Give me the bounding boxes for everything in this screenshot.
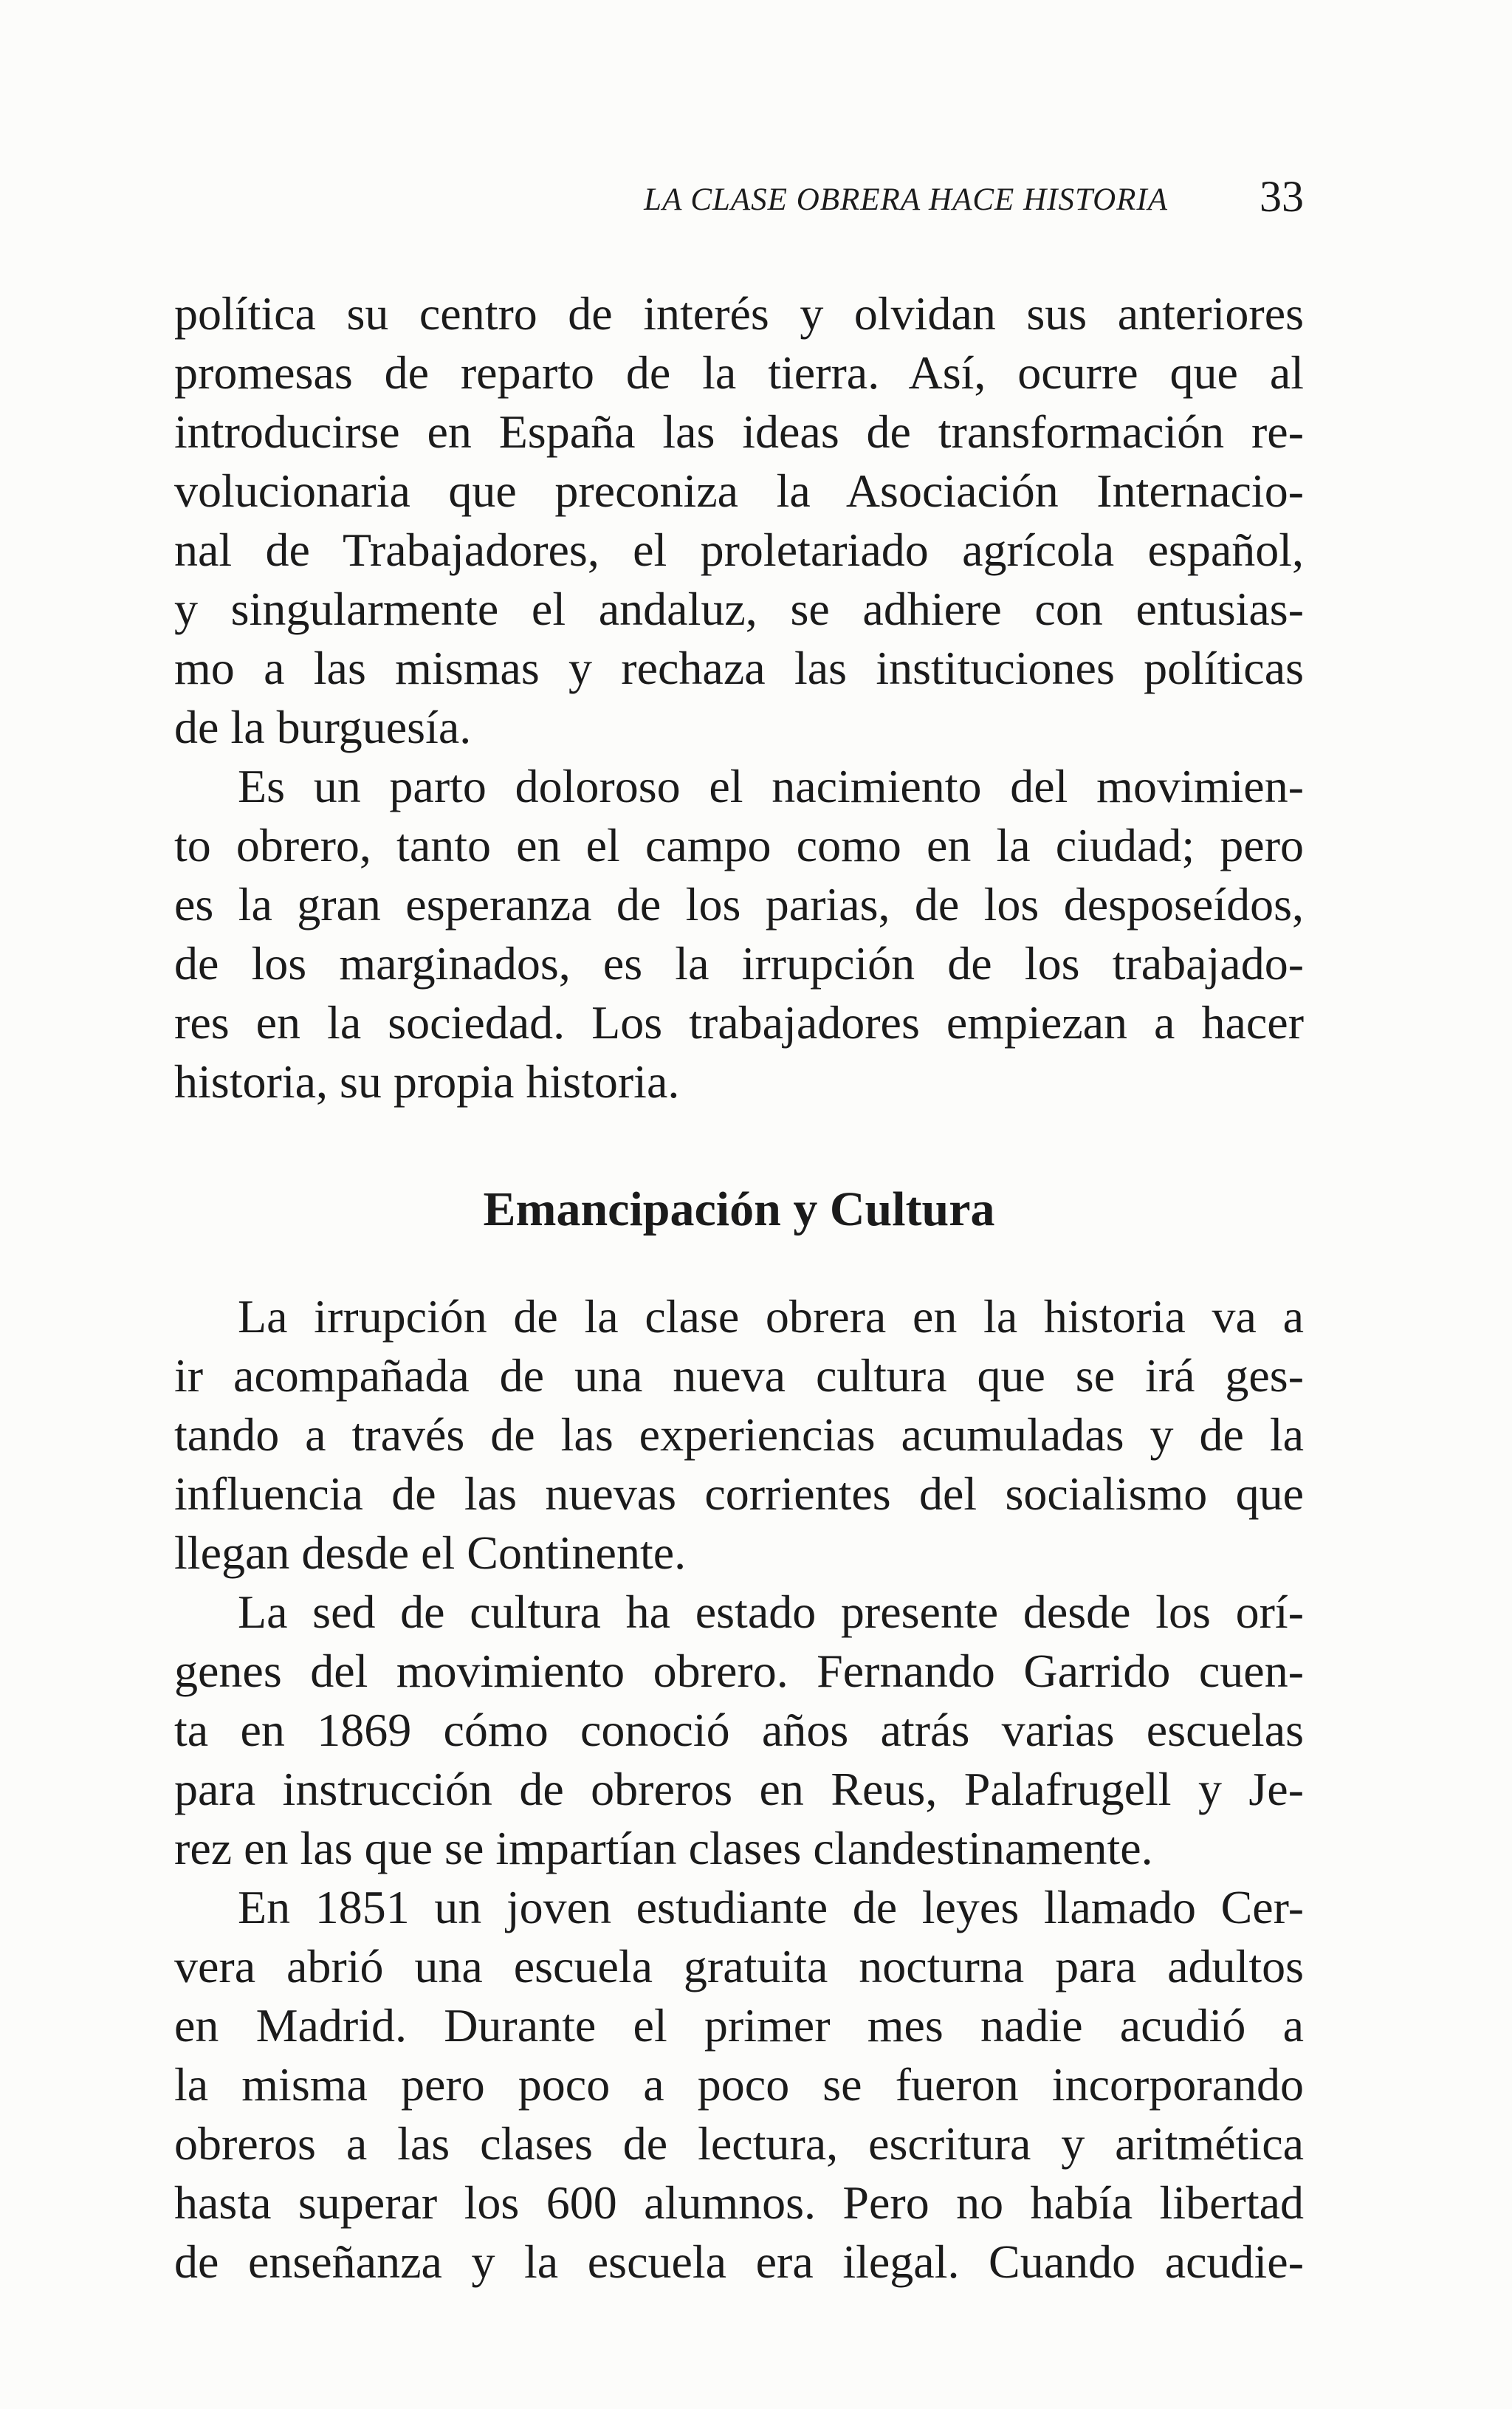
text-line: política su centro de interés y olvidan sus anteriores [174, 287, 1304, 340]
text-line: para instrucción de obreros en Reus, Palafrugell y Je- [174, 1763, 1304, 1815]
page-number: 33 [1260, 172, 1304, 221]
text-line: La sed de cultura ha estado presente desde los orí- [238, 1586, 1304, 1638]
text-line: obreros a las clases de lectura, escritura y aritmética [174, 2117, 1304, 2170]
text-line: mo a las mismas y rechaza las instituciones políticas [174, 642, 1304, 694]
text-line: historia, su propia historia. [174, 1055, 680, 1108]
text-line: nal de Trabajadores, el proletariado agrícola español, [174, 524, 1304, 576]
body-text-top [174, 284, 1304, 1111]
text-line: promesas de reparto de la tierra. Así, ocurre que al [174, 346, 1304, 399]
section-heading: Emancipación y Cultura [483, 1182, 995, 1236]
text-line: es la gran esperanza de los parias, de los desposeídos, [174, 878, 1304, 931]
text-line: vera abrió una escuela gratuita nocturna para adultos [174, 1940, 1304, 1992]
text-line: res en la sociedad. Los trabajadores empiezan a hacer [174, 996, 1304, 1049]
text-line: ir acompañada de una nueva cultura que se irá ges- [174, 1349, 1304, 1402]
text-line: de los marginados, es la irrupción de los trabajado- [174, 937, 1304, 990]
text-line: introducirse en España las ideas de transformación re- [174, 405, 1304, 458]
text-line: influencia de las nuevas corrientes del socialismo que [174, 1467, 1304, 1520]
body-text-bottom [174, 1287, 1304, 2292]
text-line: Es un parto doloroso el nacimiento del movimien- [238, 760, 1304, 812]
text-line: ta en 1869 cómo conoció años atrás varias escuelas [174, 1704, 1304, 1756]
text-line: tando a través de las experiencias acumuladas y de la [174, 1408, 1304, 1461]
text-line: de la burguesía. [174, 701, 472, 753]
text-line: y singularmente el andaluz, se adhiere con entusias- [174, 583, 1304, 635]
text-line: En 1851 un joven estudiante de leyes llamado Cer- [238, 1881, 1304, 1933]
text-line: en Madrid. Durante el primer mes nadie acudió a [174, 1999, 1304, 2052]
text-line: rez en las que se impartían clases clandestinamente. [174, 1822, 1153, 1874]
text-line: La irrupción de la clase obrera en la historia va a [238, 1290, 1304, 1343]
text-line: la misma pero poco a poco se fueron incorporando [174, 2058, 1304, 2111]
running-title: LA CLASE OBRERA HACE HISTORIA [644, 182, 1168, 217]
text-line: to obrero, tanto en el campo como en la ciudad; pero [174, 819, 1304, 871]
running-header [174, 171, 1304, 230]
text-line: llegan desde el Continente. [174, 1526, 687, 1579]
text-line: hasta superar los 600 alumnos. Pero no había libertad [174, 2176, 1304, 2229]
text-line: genes del movimiento obrero. Fernando Garrido cuen- [174, 1645, 1304, 1697]
text-line: de enseñanza y la escuela era ilegal. Cuando acudie- [174, 2235, 1304, 2288]
text-line: volucionaria que preconiza la Asociación Internacio- [174, 465, 1304, 517]
